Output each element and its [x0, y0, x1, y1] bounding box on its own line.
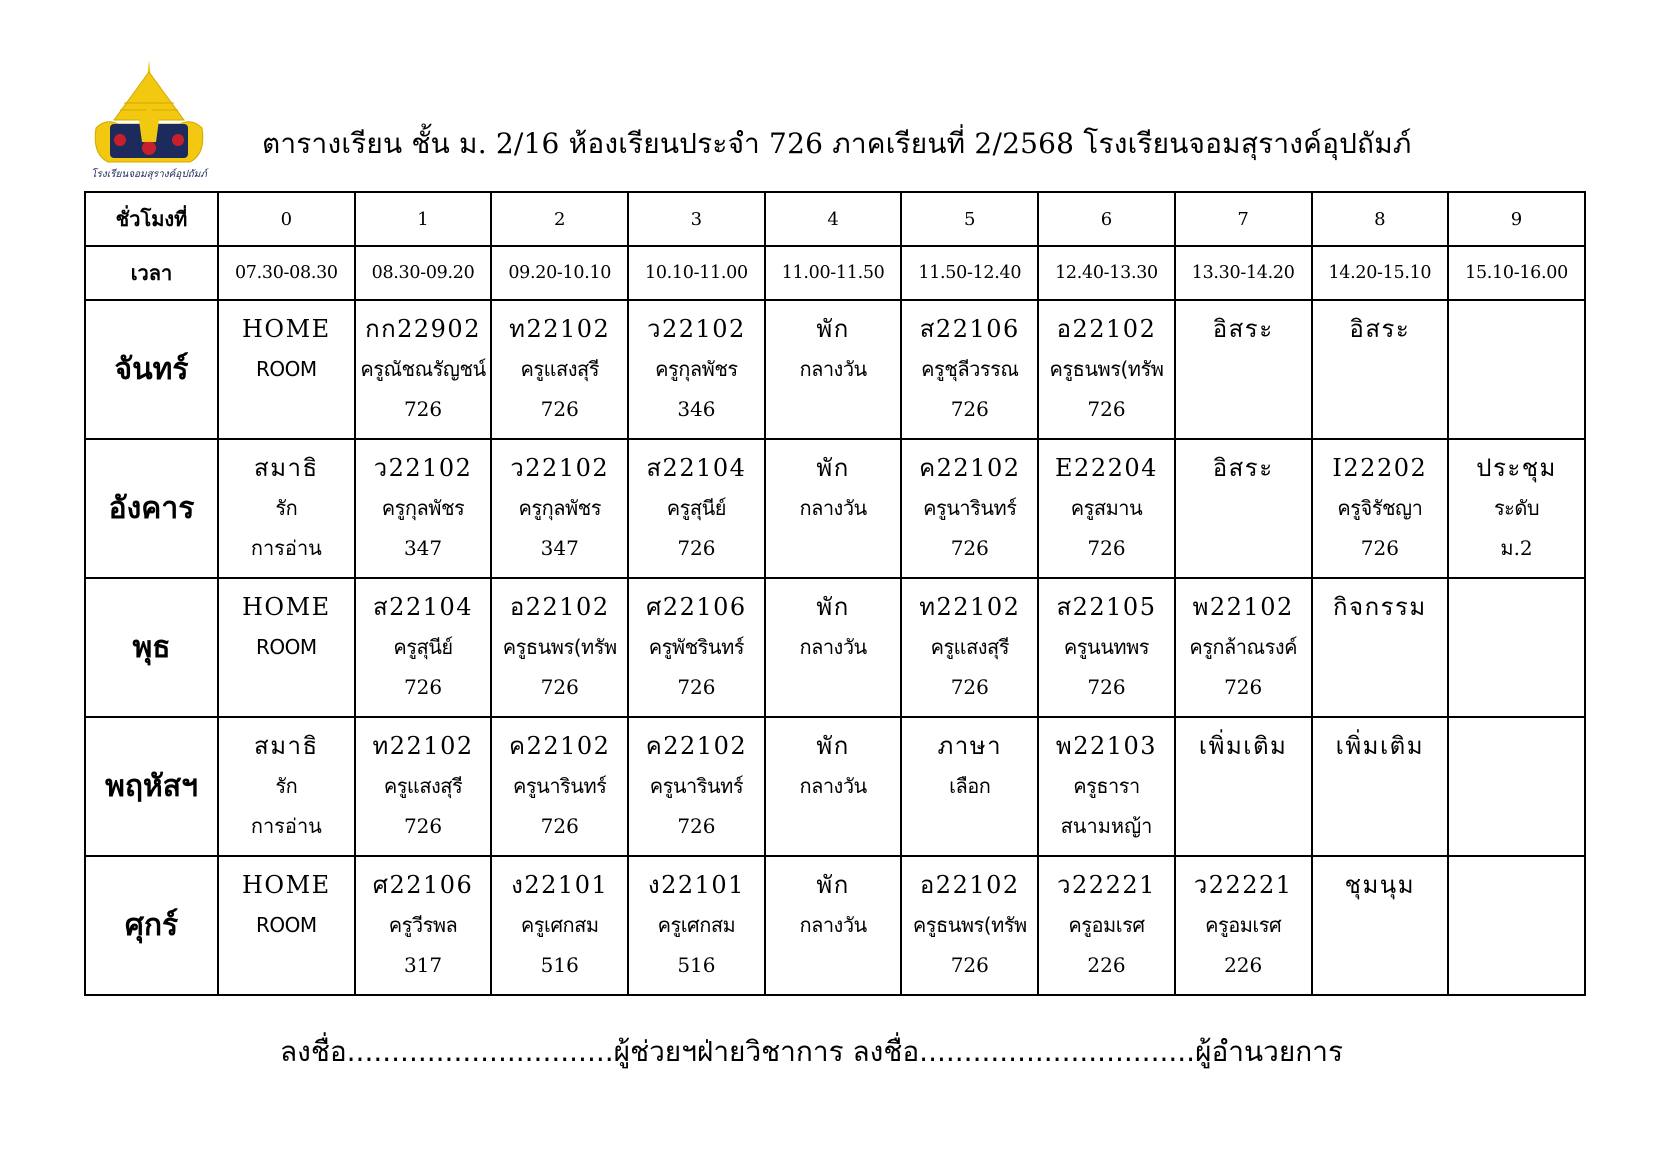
- day-label: พฤหัสฯ: [85, 717, 218, 856]
- subject-code: พ22103: [1055, 732, 1158, 760]
- schedule-cell: [765, 856, 902, 995]
- room-number: 516: [540, 953, 579, 977]
- schedule-cell: [355, 856, 492, 995]
- teacher-name: ครูกล้าณรงค์: [1189, 635, 1297, 659]
- schedule-cell: [901, 300, 1038, 439]
- time-label: เวลา: [85, 246, 218, 300]
- subject-code: ว22221: [1057, 871, 1156, 899]
- subject-code: อ22102: [919, 871, 1020, 899]
- day-label: อังคาร: [85, 439, 218, 578]
- subject-code: ค22102: [645, 732, 748, 760]
- room-number: 347: [403, 536, 443, 560]
- period-time: 13.30-14.20: [1175, 246, 1312, 300]
- day-label: ศุกร์: [85, 856, 218, 995]
- signature-line: ลงชื่อ..............................ผู้ช่วยฯฝ่ายวิชาการ ลงชื่อ...............................ผู้อำนวยการ: [280, 1035, 1344, 1068]
- schedule-cell: [1312, 300, 1449, 439]
- schedule-cell: [628, 717, 765, 856]
- room-number: 347: [540, 536, 579, 560]
- subject-code: HOME: [241, 871, 331, 899]
- teacher-name: กลางวัน: [799, 496, 867, 520]
- time-header-row: [85, 246, 1585, 300]
- teacher-name: ครูสุนีย์: [393, 635, 453, 659]
- schedule-cell: [218, 717, 355, 856]
- subject-code: อิสระ: [1212, 315, 1274, 343]
- period-time: 12.40-13.30: [1038, 246, 1175, 300]
- subject-code: พัก: [816, 454, 850, 482]
- subject-code: ท22102: [919, 593, 1021, 621]
- room-number: 726: [677, 536, 716, 560]
- schedule-cell: [1038, 717, 1175, 856]
- subject-code: ชุมนุม: [1344, 871, 1416, 899]
- teacher-name: ระดับ: [1493, 496, 1540, 520]
- schedule-cell: [218, 300, 355, 439]
- subject-code: อิสระ: [1349, 315, 1411, 343]
- period-time: 10.10-11.00: [628, 246, 765, 300]
- day-label: พุธ: [85, 578, 218, 717]
- schedule-cell: [1038, 856, 1175, 995]
- subject-code: อิสระ: [1212, 454, 1274, 482]
- schedule-cell: [355, 439, 492, 578]
- teacher-name: ครูวีรพล: [388, 913, 458, 937]
- teacher-name: ROOM: [256, 913, 317, 937]
- subject-code: HOME: [241, 315, 331, 343]
- day-row: [85, 717, 1585, 856]
- subject-code: สมาธิ: [254, 732, 319, 760]
- subject-code: ว22102: [510, 454, 610, 482]
- schedule-cell: [491, 439, 628, 578]
- subject-code: ส22104: [646, 454, 747, 482]
- room-number: 726: [403, 675, 443, 699]
- period-time: 11.50-12.40: [901, 246, 1038, 300]
- period-number: 4: [765, 192, 902, 246]
- teacher-name: ครูธนพร(ทรัพ: [1049, 357, 1164, 381]
- room-number: 226: [1224, 953, 1263, 977]
- schedule-cell: [1175, 717, 1312, 856]
- teacher-name: ครูอมเรศ: [1068, 913, 1145, 937]
- schedule-cell: [1175, 578, 1312, 717]
- teacher-name: ครูนนทพร: [1063, 635, 1149, 659]
- teacher-name: ครูแสงสุรี: [520, 357, 599, 381]
- room-number: 726: [677, 675, 716, 699]
- schedule-cell: [491, 856, 628, 995]
- schedule-cell: [355, 717, 492, 856]
- teacher-name: ครูธนพร(ทรัพ: [912, 913, 1027, 937]
- subject-code: พัก: [816, 593, 850, 621]
- teacher-name: รัก: [275, 774, 298, 798]
- room-number: 726: [403, 814, 443, 838]
- subject-code: ประชุม: [1476, 454, 1557, 482]
- room-number: 726: [540, 814, 579, 838]
- period-time: 08.30-09.20: [355, 246, 492, 300]
- teacher-name: ครูนารินทร์: [923, 496, 1017, 520]
- teacher-name: ครูธนพร(ทรัพ: [502, 635, 617, 659]
- teacher-name: ครูณัชณรัญชน์: [360, 357, 486, 381]
- schedule-cell: [628, 439, 765, 578]
- room-number: 317: [403, 953, 443, 977]
- subject-code: ง22101: [511, 871, 609, 899]
- schedule-cell: [355, 578, 492, 717]
- room-number: 516: [677, 953, 716, 977]
- subject-code: เพิ่มเติม: [1198, 732, 1288, 760]
- period-number: 6: [1038, 192, 1175, 246]
- schedule-cell: [901, 717, 1038, 856]
- room-number: 726: [950, 675, 989, 699]
- day-label: จันทร์: [85, 300, 218, 439]
- period-number: 3: [628, 192, 765, 246]
- schedule-cell: [218, 856, 355, 995]
- schedule-cell: [1038, 439, 1175, 578]
- school-crest-logo: [84, 58, 214, 182]
- subject-code: ส22106: [919, 315, 1020, 343]
- room-number: การอ่าน: [250, 536, 322, 560]
- subject-code: อ22102: [1056, 315, 1157, 343]
- period-time: 14.20-15.10: [1312, 246, 1449, 300]
- teacher-name: ครูเศกสม: [657, 913, 736, 937]
- room-number: 726: [1087, 675, 1126, 699]
- room-number: 726: [950, 536, 989, 560]
- subject-code: ศ22106: [372, 871, 474, 899]
- subject-code: ว22221: [1193, 871, 1293, 899]
- subject-code: กก22902: [365, 315, 481, 343]
- room-number: 726: [403, 397, 443, 421]
- schedule-cell: [1312, 856, 1449, 995]
- room-number: ม.2: [1500, 536, 1533, 560]
- teacher-name: ครูนารินทร์: [649, 774, 744, 798]
- period-number: 0: [218, 192, 355, 246]
- schedule-cell: [1312, 439, 1449, 578]
- teacher-name: ครูแสงสุรี: [930, 635, 1009, 659]
- room-number: 726: [1087, 536, 1126, 560]
- timetable: [84, 191, 1586, 996]
- subject-code: ว22102: [646, 315, 746, 343]
- period-time: 15.10-16.00: [1448, 246, 1585, 300]
- period-number: 9: [1448, 192, 1585, 246]
- schedule-cell: [1038, 578, 1175, 717]
- room-number: 726: [950, 397, 989, 421]
- subject-code: ท22102: [509, 315, 611, 343]
- day-row: [85, 578, 1585, 717]
- room-number: 726: [677, 814, 716, 838]
- room-number: 726: [950, 953, 989, 977]
- schedule-cell: [1312, 578, 1449, 717]
- schedule-cell: [1175, 300, 1312, 439]
- teacher-name: ครูจิรัชญา: [1337, 496, 1423, 520]
- schedule-cell: [218, 578, 355, 717]
- subject-code: ค22102: [509, 732, 611, 760]
- subject-code: ส22104: [373, 593, 474, 621]
- schedule-cell: [1448, 856, 1585, 995]
- period-time: 11.00-11.50: [765, 246, 902, 300]
- period-label: ชั่วโมงที่: [85, 192, 218, 246]
- subject-code: ง22101: [647, 871, 745, 899]
- room-number: 226: [1087, 953, 1126, 977]
- schedule-cell: [901, 439, 1038, 578]
- schedule-cell: [1448, 578, 1585, 717]
- room-number: 726: [1360, 536, 1399, 560]
- schedule-cell: [1312, 717, 1449, 856]
- teacher-name: ครูสมาน: [1070, 496, 1143, 520]
- schedule-cell: [491, 578, 628, 717]
- schedule-cell: [901, 578, 1038, 717]
- period-number: 8: [1312, 192, 1449, 246]
- schedule-cell: [628, 300, 765, 439]
- teacher-name: ครูธารา: [1073, 774, 1140, 798]
- schedule-cell: [491, 717, 628, 856]
- period-number: 2: [491, 192, 628, 246]
- subject-code: ท22102: [372, 732, 474, 760]
- teacher-name: ครูสุนีย์: [666, 496, 727, 520]
- teacher-name: กลางวัน: [799, 357, 867, 381]
- schedule-cell: [901, 856, 1038, 995]
- subject-code: ส22105: [1056, 593, 1157, 621]
- room-number: การอ่าน: [250, 814, 322, 838]
- subject-code: สมาธิ: [254, 454, 319, 482]
- schedule-cell: [355, 300, 492, 439]
- schedule-cell: [1038, 300, 1175, 439]
- schedule-cell: [1175, 439, 1312, 578]
- schedule-cell: [628, 856, 765, 995]
- teacher-name: ครูเศกสม: [520, 913, 599, 937]
- subject-code: พ22102: [1192, 593, 1294, 621]
- day-row: [85, 300, 1585, 439]
- teacher-name: ครูกุลพัชร: [655, 357, 738, 381]
- schedule-cell: [765, 439, 902, 578]
- period-time: 07.30-08.30: [218, 246, 355, 300]
- period-header-row: [85, 192, 1585, 246]
- teacher-name: ครูอมเรศ: [1205, 913, 1282, 937]
- teacher-name: ครูชุลีวรรณ: [921, 357, 1019, 381]
- subject-code: ว22102: [373, 454, 473, 482]
- subject-code: I22202: [1332, 454, 1428, 482]
- subject-code: พัก: [816, 871, 850, 899]
- teacher-name: ครูกุลพัชร: [381, 496, 465, 520]
- subject-code: กิจกรรม: [1332, 593, 1427, 621]
- schedule-cell: [765, 578, 902, 717]
- period-number: 1: [355, 192, 492, 246]
- teacher-name: ครูนารินทร์: [513, 774, 607, 798]
- room-number: 726: [540, 397, 579, 421]
- day-row: [85, 856, 1585, 995]
- subject-code: พัก: [816, 732, 850, 760]
- teacher-name: ครูกุลพัชร: [518, 496, 601, 520]
- teacher-name: กลางวัน: [799, 913, 867, 937]
- subject-code: HOME: [241, 593, 331, 621]
- subject-code: ค22102: [919, 454, 1021, 482]
- subject-code: ภาษา: [937, 732, 1003, 760]
- teacher-name: ROOM: [256, 635, 317, 659]
- schedule-cell: [628, 578, 765, 717]
- room-number: 726: [1087, 397, 1126, 421]
- teacher-name: ROOM: [256, 357, 317, 381]
- svg-text:โรงเรียนจอมสุรางค์อุปถัมภ์: โรงเรียนจอมสุรางค์อุปถัมภ์: [91, 169, 207, 180]
- page-title: ตารางเรียน ชั้น ม. 2/16 ห้องเรียนประจำ 726 ภาคเรียนที่ 2/2568 โรงเรียนจอมสุรางค์อุปถัมภ์: [262, 127, 1412, 160]
- period-time: 09.20-10.10: [491, 246, 628, 300]
- teacher-name: กลางวัน: [799, 635, 867, 659]
- period-number: 5: [901, 192, 1038, 246]
- schedule-cell: [1448, 717, 1585, 856]
- teacher-name: กลางวัน: [799, 774, 867, 798]
- subject-code: E22204: [1055, 454, 1158, 482]
- subject-code: อ22102: [509, 593, 610, 621]
- room-number: 346: [677, 397, 716, 421]
- schedule-cell: [765, 300, 902, 439]
- schedule-cell: [1448, 439, 1585, 578]
- teacher-name: ครูพัชรินทร์: [648, 635, 745, 659]
- period-number: 7: [1175, 192, 1312, 246]
- day-row: [85, 439, 1585, 578]
- room-number: 726: [540, 675, 579, 699]
- schedule-cell: [218, 439, 355, 578]
- subject-code: เพิ่มเติม: [1335, 732, 1425, 760]
- teacher-name: ครูแสงสุรี: [383, 774, 463, 798]
- teacher-name: รัก: [275, 496, 298, 520]
- room-number: สนามหญ้า: [1060, 814, 1153, 838]
- schedule-cell: [1448, 300, 1585, 439]
- schedule-cell: [765, 717, 902, 856]
- schedule-cell: [1175, 856, 1312, 995]
- subject-code: ศ22106: [646, 593, 747, 621]
- teacher-name: เลือก: [949, 774, 991, 798]
- subject-code: พัก: [816, 315, 850, 343]
- schedule-cell: [491, 300, 628, 439]
- room-number: 726: [1224, 675, 1263, 699]
